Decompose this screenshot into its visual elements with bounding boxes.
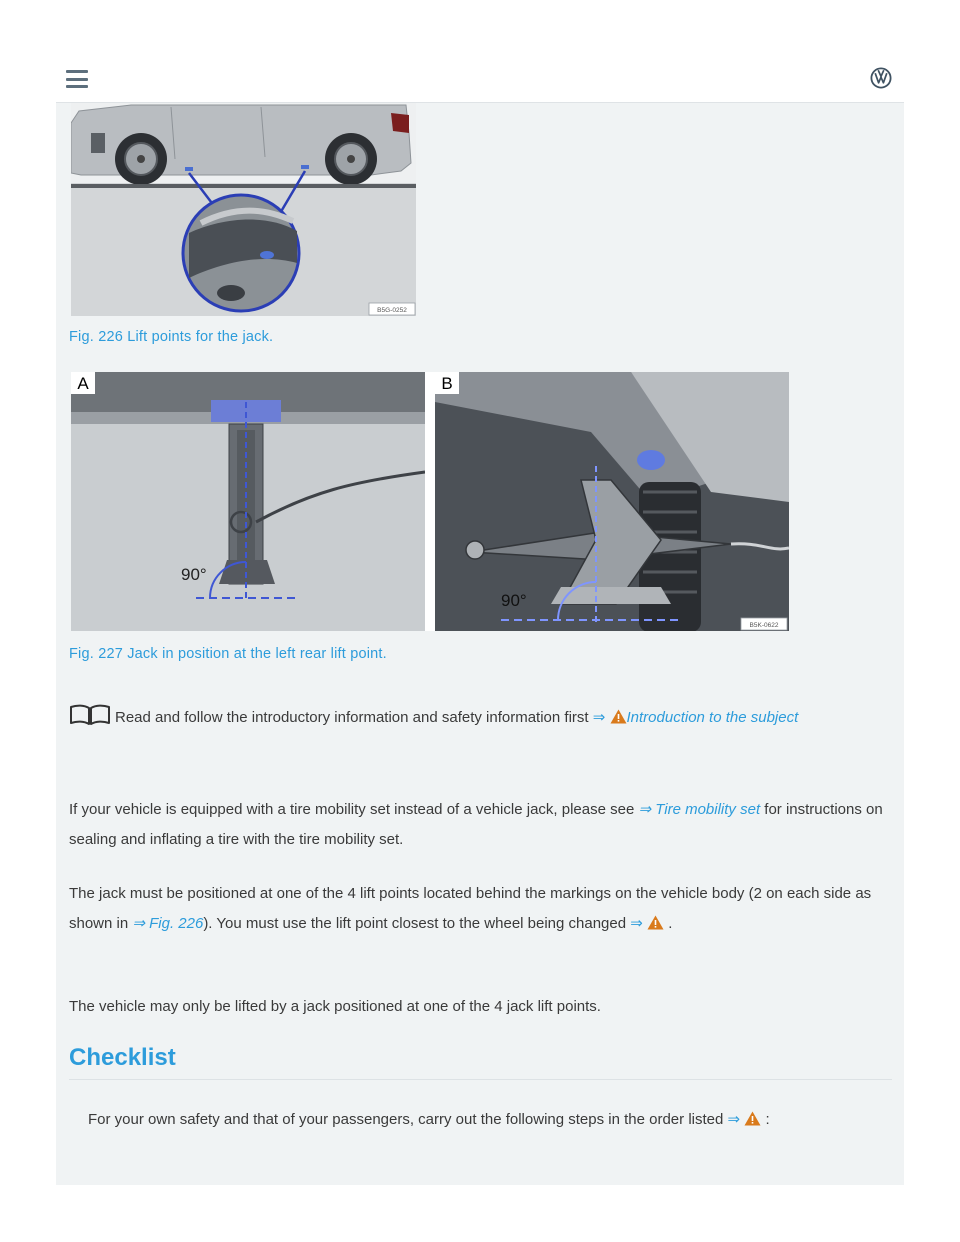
intro-arrow: ⇒ (592, 709, 606, 726)
heading-divider (69, 1079, 892, 1080)
warning-icon[interactable] (744, 1111, 761, 1126)
paragraph-2-text-before: The jack must be positioned at one of the 4 lift points located behind the markings on the vehicle body (2 on each side as shown in (69, 885, 872, 932)
paragraph-2-text-middle: ). You must use the lift point closest to the wheel being changed (203, 915, 627, 932)
paragraph-1-text-before: If your vehicle is equipped with a tire mobility set instead of a vehicle jack, please see (69, 801, 635, 818)
paragraph-2-arrow[interactable]: ⇒ (630, 915, 643, 932)
intro-text: Read and follow the introductory information and safety information first (115, 709, 589, 726)
warning-icon (610, 709, 627, 724)
paragraph-1-text-after: for instructions on sealing and inflating a tire with the tire mobility set. (69, 801, 883, 848)
paragraph-tire-mobility (69, 795, 891, 855)
vw-logo-icon[interactable] (870, 67, 892, 89)
paragraph-jack-only: The vehicle may only be lifted by a jack positioned at one of the 4 jack lift points. (69, 998, 601, 1015)
paragraph-2-text-after: . (668, 915, 673, 932)
checklist-heading: Checklist (69, 1044, 176, 1071)
intro-link[interactable]: Introduction to the subject (626, 709, 799, 726)
figure-227-image (71, 372, 789, 631)
paragraph-lift-points (69, 879, 891, 939)
figure-227-code: B5K-0622 (749, 622, 779, 629)
panel-label-b: B (441, 374, 453, 393)
intro-note (69, 704, 891, 731)
fig-226-link[interactable]: ⇒ Fig. 226 (132, 915, 204, 932)
angle-label-b: 90° (501, 591, 527, 610)
checklist-intro (88, 1105, 888, 1135)
book-icon (69, 704, 111, 726)
checklist-text: For your own safety and that of your passengers, carry out the following steps in the order listed (88, 1111, 724, 1128)
figure-226-code: B5G-0252 (377, 307, 407, 314)
figure-227-caption: Fig. 227 Jack in position at the left rear lift point. (69, 646, 387, 662)
figure-226-image (71, 103, 416, 316)
panel-label-a: A (77, 374, 89, 393)
content-panel (56, 103, 904, 1185)
tire-mobility-set-link[interactable]: ⇒ Tire mobility set (638, 801, 761, 818)
figure-226-caption: Fig. 226 Lift points for the jack. (69, 329, 274, 345)
checklist-colon: : (765, 1111, 770, 1128)
warning-icon[interactable] (647, 915, 664, 930)
checklist-arrow[interactable]: ⇒ (727, 1111, 741, 1128)
angle-label-a: 90° (181, 565, 207, 584)
top-bar (56, 56, 904, 103)
menu-icon[interactable] (66, 70, 88, 88)
